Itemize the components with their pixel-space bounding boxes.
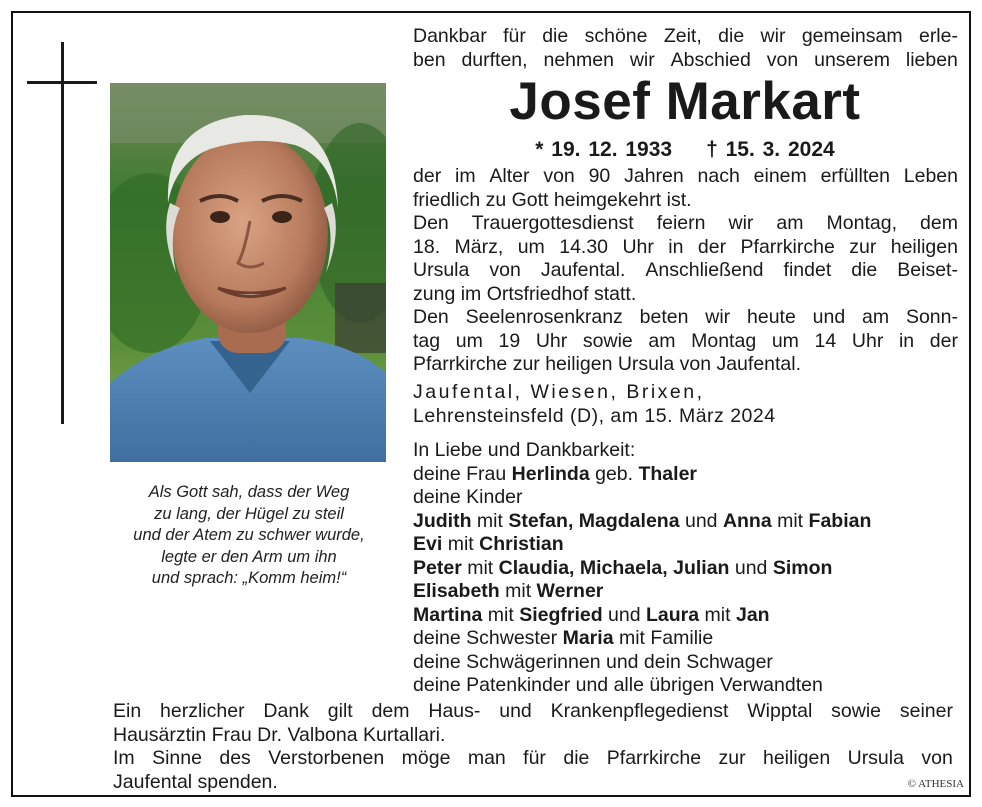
word: Leben (903, 165, 958, 187)
word: von (766, 48, 799, 71)
word: Zeit, (663, 25, 702, 47)
text-line (113, 724, 953, 748)
text-line (413, 283, 958, 307)
word: Montag, (826, 212, 897, 234)
word: der (929, 329, 958, 352)
word: gemeinsam (801, 25, 903, 47)
word: Dank (263, 700, 309, 722)
family-children-label: deine Kinder (413, 486, 523, 508)
word: die (563, 747, 590, 769)
portrait-photo (110, 83, 386, 462)
word: Krankenpflegedienst (550, 700, 729, 722)
word: der (697, 235, 727, 258)
word: und (812, 306, 846, 328)
family-sister: deine Schwester Maria mit Familie (413, 627, 714, 649)
text-line (413, 165, 958, 189)
word: zung im Ortsfriedhof statt. (413, 282, 637, 305)
word: Den (413, 212, 449, 234)
word: Seelenrosenkranz (465, 306, 623, 328)
family-list (413, 439, 958, 698)
word: 19 (498, 329, 521, 352)
family-child-line: Peter mit Claudia, Michaela, Julian und Simon (413, 556, 833, 579)
family-child-line: Evi mit Christian (413, 533, 564, 555)
verse-line: zu lang, der Hügel zu steil (154, 504, 344, 523)
word: in (668, 235, 684, 258)
word: Pfarrkirche (740, 235, 835, 258)
text-line (113, 700, 953, 724)
word: wir (629, 48, 655, 71)
word: zur (849, 235, 877, 258)
text-line (413, 306, 958, 330)
word: am (862, 306, 890, 328)
verse-line: und sprach: „Komm heim!“ (151, 569, 347, 587)
text-line (413, 353, 958, 377)
word: Jaufental. (540, 259, 626, 281)
word: Abschied (670, 48, 751, 71)
family-child-line: Judith mit Stefan, Magdalena und Anna mit Fabian (413, 509, 872, 532)
word: zur (718, 747, 746, 769)
deceased-name: Josef Markart (509, 72, 861, 131)
word: Montag (691, 329, 757, 352)
word: möge (401, 747, 451, 769)
word: um (517, 235, 545, 258)
word: des (219, 747, 251, 769)
place-and-date (413, 381, 958, 428)
verse-line: und der Atem zu schwer wurde, (133, 526, 365, 544)
family-wife: deine Frau Herlinda geb. Thaler (413, 462, 698, 485)
word: Beiset- (897, 259, 958, 281)
family-child-line: Martina mit Siegfried und Laura mit Jan (413, 603, 770, 626)
verse-line: legte er den Arm um ihn (161, 547, 337, 566)
family-inlaws: deine Schwägerinnen und dein Schwager (413, 650, 773, 673)
word: 90 (588, 165, 611, 187)
text-line (413, 236, 958, 260)
word: Den (413, 306, 449, 328)
word: am (648, 329, 676, 352)
word: heiligen (890, 235, 958, 258)
word: nach (697, 165, 740, 187)
word: Ein (113, 700, 142, 722)
word: erfüllten (820, 165, 890, 187)
word: um (455, 329, 483, 352)
word: Jaufental spenden. (113, 770, 278, 793)
text-line (413, 49, 958, 73)
word: für (523, 747, 546, 769)
copyright-notice: © ATHESIA (907, 778, 964, 790)
word: März, (454, 235, 504, 258)
word: heiligen (762, 747, 831, 769)
word: Jahren (624, 165, 684, 187)
word: friedlich zu Gott heimgekehrt ist. (413, 188, 692, 211)
word: nehmen (543, 48, 614, 71)
text-line (413, 212, 958, 236)
word: um (771, 329, 799, 352)
life-dates (420, 138, 950, 162)
word: beten (639, 306, 689, 328)
word: und (499, 700, 532, 722)
word: wir (728, 212, 754, 234)
text-line (113, 771, 953, 795)
word: am (776, 212, 804, 234)
word: ben (413, 48, 446, 71)
word: von (489, 259, 521, 281)
word: einem (753, 165, 807, 187)
word: wir (705, 306, 731, 328)
family-child-line: Elisabeth mit Werner (413, 580, 604, 602)
word: Hausärztin Frau Dr. Valbona Kurtallari. (113, 723, 446, 746)
word: Sonn- (905, 306, 958, 328)
word: 14.30 (559, 235, 609, 258)
word: herzlicher (160, 700, 245, 722)
word: tag (413, 329, 441, 352)
word: Uhr (851, 329, 884, 352)
word: Pfarrkirche (606, 747, 702, 769)
word: Anschließend (645, 259, 764, 281)
intro-text (413, 25, 958, 72)
word: unserem (814, 48, 890, 71)
word: Dankbar (413, 25, 487, 47)
word: seiner (899, 700, 953, 722)
word: dem (371, 700, 410, 722)
text-line (413, 259, 958, 283)
text-line (413, 189, 958, 213)
funeral-details (413, 165, 958, 377)
word: Ursula (413, 259, 470, 281)
word: die (851, 259, 878, 281)
word: erle- (918, 25, 958, 47)
word: Wipptal (747, 700, 813, 722)
word: im (455, 165, 476, 187)
family-intro: In Liebe und Dankbarkeit: (413, 439, 636, 461)
word: von (543, 165, 575, 187)
place-line: Jaufental, Wiesen, Brixen, (413, 381, 705, 403)
word: durften, (461, 48, 528, 71)
word: wir (760, 25, 786, 47)
word: Trauergottesdienst (471, 212, 634, 234)
death-date: † 15. 3. 2024 (706, 138, 835, 161)
text-line (413, 25, 958, 49)
word: dem (920, 212, 958, 234)
family-godchildren: deine Patenkinder und alle übrigen Verwandten (413, 674, 823, 696)
word: Sinne (152, 747, 202, 769)
word: Haus- (428, 700, 481, 722)
verse (104, 482, 394, 590)
word: Im (113, 747, 135, 769)
birth-date: * 19. 12. 1933 (535, 138, 673, 161)
word: 18. (413, 235, 441, 258)
word: findet (783, 259, 832, 281)
word: für (503, 25, 526, 47)
verse-line: Als Gott sah, dass der Weg (148, 483, 350, 501)
word: die (542, 25, 569, 47)
word: der (413, 165, 442, 187)
word: lieben (905, 48, 958, 71)
word: in (898, 329, 915, 352)
word: Alter (489, 165, 530, 187)
word: 14 (814, 329, 837, 352)
thanks-text (113, 700, 953, 794)
word: schöne (584, 25, 648, 47)
word: Verstorbenen (268, 747, 385, 769)
word: sowie (582, 329, 633, 352)
word: Uhr (535, 329, 568, 352)
word: Ursula (847, 747, 904, 769)
word: Pfarrkirche zur heiligen Ursula von Jaufental. (413, 353, 802, 375)
word: sowie (831, 700, 881, 722)
text-line (113, 747, 953, 771)
word: feiern (656, 212, 706, 234)
text-line (413, 330, 958, 354)
word: die (718, 25, 745, 47)
word: von (921, 747, 953, 769)
place-date-line: Lehrensteinsfeld (D), am 15. März 2024 (413, 404, 776, 427)
word: heute (747, 306, 796, 328)
word: gilt (327, 700, 353, 722)
word: Uhr (622, 235, 654, 258)
word: man (467, 747, 506, 769)
